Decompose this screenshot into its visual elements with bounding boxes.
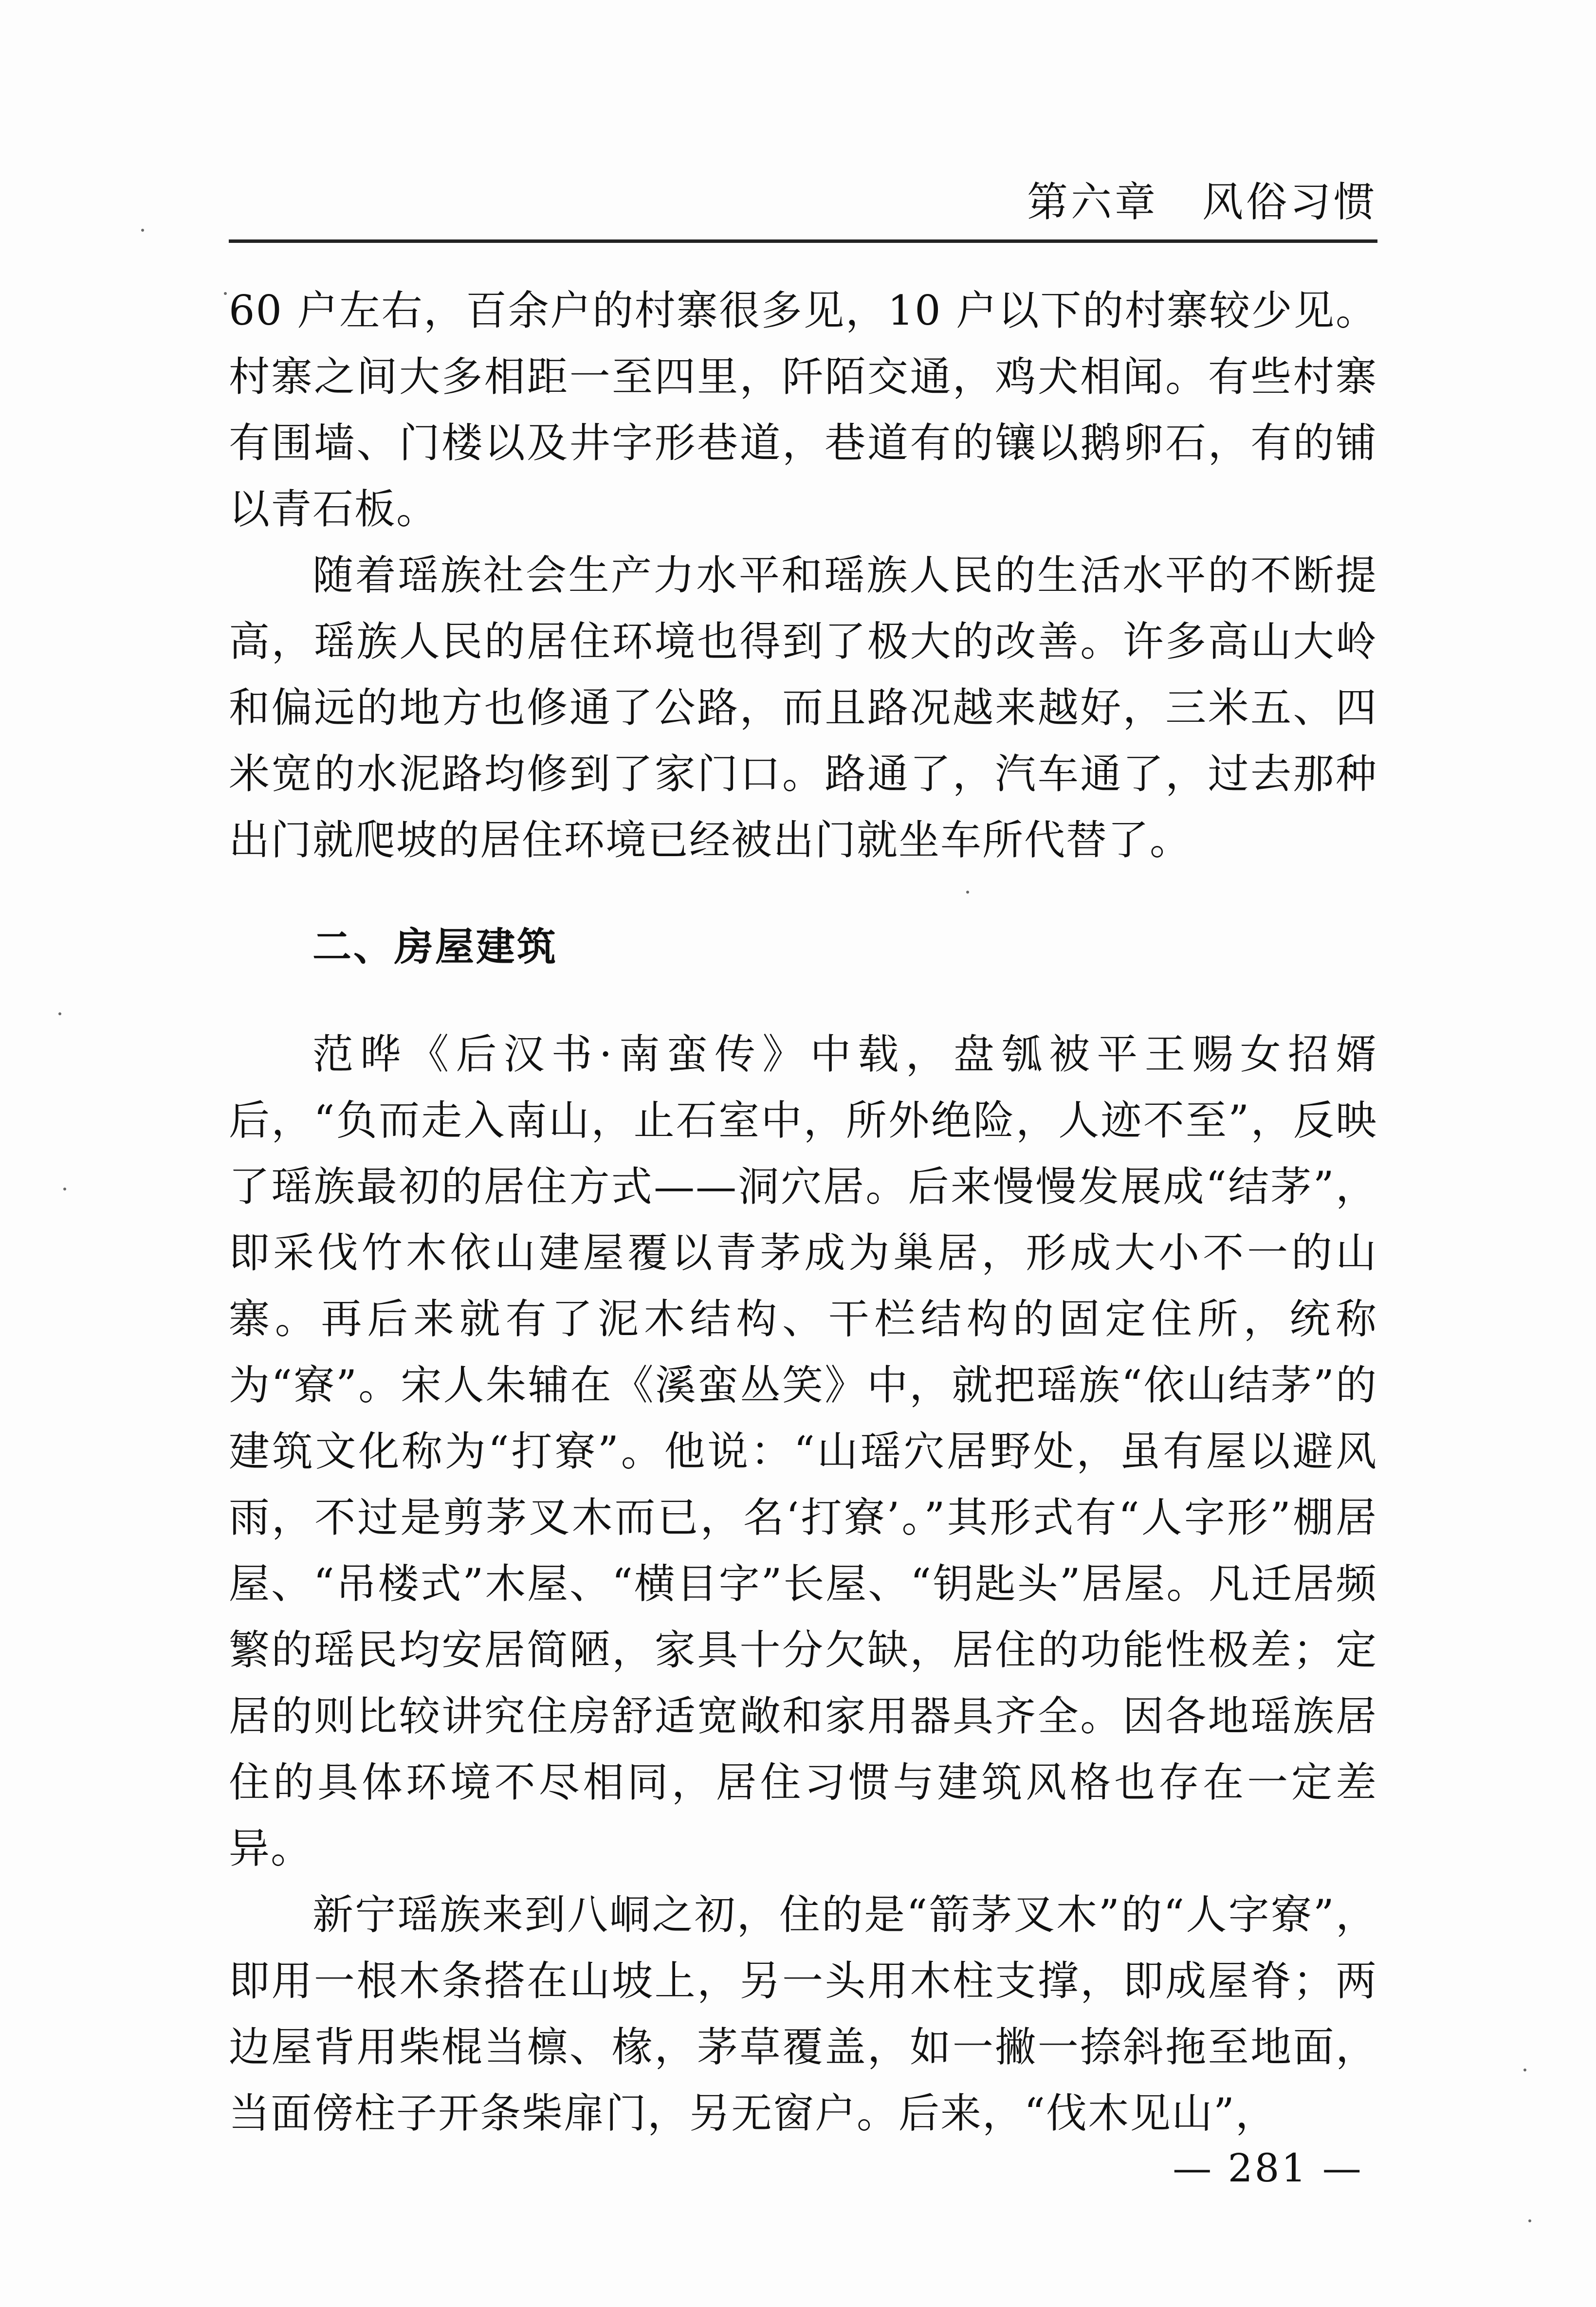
scan-speck bbox=[1528, 2219, 1531, 2222]
scan-speck bbox=[966, 891, 969, 894]
paragraph: 新宁瑶族来到八峒之初，住的是“箭茅叉木”的“人字寮”，即用一根木条搭在山坡上，另一头用木柱支撑，即成屋脊；两边屋背用柴棍当檩、椽，茅草覆盖，如一撇一捺斜拖至地面，当面傍柱子开条柴扉门，另无窗户。后来，“伐木见山”， bbox=[229, 1891, 1377, 2137]
section-heading: 二、房屋建筑 bbox=[312, 924, 558, 970]
scan-speck bbox=[58, 1012, 61, 1015]
scan-speck bbox=[1523, 2069, 1526, 2071]
paragraph-continued: 60 户左右，百余户的村寨很多见，10 户以下的村寨较少见。村寨之间大多相距一至四里，阡陌交通，鸡犬相闻。有些村寨有围墙、门楼以及井字形巷道，巷道有的镶以鹅卵石，有的铺以青石板。 bbox=[229, 287, 1377, 533]
paragraph: 范晔《后汉书·南蛮传》中载，盘瓠被平王赐女招婿后，“负而走入南山，止石室中，所外绝险，人迹不至”，反映了瑶族最初的居住方式——洞穴居。后来慢慢发展成“结茅”，即采伐竹木依山建屋覆以青茅成为巢居，形成大小不一的山寨。再后来就有了泥木结构、干栏结构的固定住所，统称为“寮”。宋人朱辅在《溪蛮丛笑》中，就把瑶族“依山结茅”的建筑文化称为“打寮”。他说：“山瑶穴居野处，虽有屋以避风雨，不过是剪茅叉木而已，名‘打寮’。”其形式有“人字形”棚居屋、“吊楼式”木屋、“横目字”长屋、“钥匙头”居屋。凡迁居频繁的瑶民均安居简陋，家具十分欠缺，居住的功能性极差；定居的则比较讲究住房舒适宽敞和家用器具齐全。因各地瑶族居住的具体环境不尽相同，居住习惯与建筑风格也存在一定差异。 bbox=[229, 1030, 1377, 1872]
scan-speck bbox=[224, 292, 227, 295]
scan-speck bbox=[141, 229, 144, 232]
page-number: — 281 — bbox=[1173, 2145, 1363, 2191]
scan-speck bbox=[63, 1188, 66, 1190]
header-rule bbox=[229, 239, 1377, 243]
running-header: 第六章 风俗习惯 bbox=[1027, 178, 1377, 226]
paragraph: 随着瑶族社会生产力水平和瑶族人民的生活水平的不断提高，瑶族人民的居住环境也得到了极大的改善。许多高山大岭和偏远的地方也修通了公路，而且路况越来越好，三米五、四米宽的水泥路均修到了家门口。路通了，汽车通了，过去那种出门就爬坡的居住环境已经被出门就坐车所代替了。 bbox=[229, 551, 1377, 864]
body-text bbox=[229, 277, 1377, 2146]
